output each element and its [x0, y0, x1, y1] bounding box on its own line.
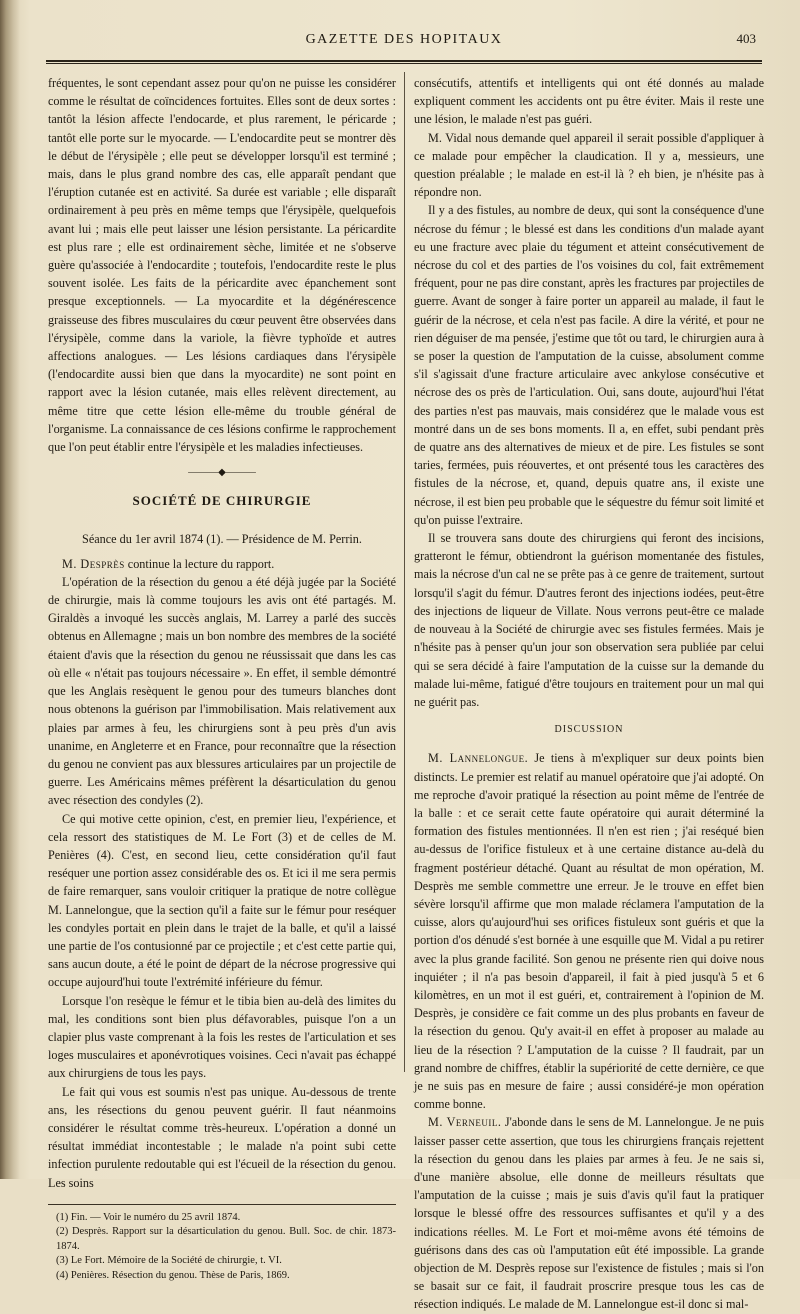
- paragraph: Il se trouvera sans doute des chirurgiens qui feront des incisions, gratteront le fémur, obtiendront la guérison momentanée des fistules, mais la nécrose d'un cal ne se prête pas à ce genre de traitement, surtout lorsqu'il s'agit du fémur. D'autres feront des injections iodées, peut-être des injections de liqueur de Villate. Nous verrons peut-être ce malade de nouveau à la Société de chirurgie avec ses fistules fermées. Mais je n'hésite pas à penser qu'un jour son observation sera publiée par celui qui se sera décidé à faire l'amputation de la cuisse sur la demande du malade lui-même, fatigué d'être toujours en traitement pour un mal qui ne guérit pas.: [414, 531, 764, 709]
- footnote: (4) Penières. Résection du genou. Thèse de Paris, 1869.: [56, 1269, 290, 1281]
- paragraph: Lorsque l'on resèque le fémur et le tibia bien au-delà des limites du mal, les conditions sont bien plus défavorables, puisque l'on a un clapier plus vaste comprenant à la fois les restes de l'articulation et ses loges musculaires et aponévrotiques voisines. Ceci n'avait pas échappé aux chirurgiens de tous les pays.: [48, 993, 396, 1081]
- section-title: SOCIÉTÉ DE CHIRURGIE: [132, 493, 312, 509]
- paragraph: M. Vidal nous demande quel appareil il serait possible d'appliquer à ce malade pour empêcher la claudication. Il y a, messieurs, une question préalable ; le malade en est-il là ? eh bien, je n'hésite pas à répondre non.: [414, 130, 764, 200]
- section-ornament: ———◆———: [188, 467, 256, 479]
- paragraph: consécutifs, attentifs et intelligents qui ont été donnés au malade expliquent comment les accidents ont pu être éviter. Mais il reste une une lésion, le malade n'est pas guéri.: [414, 76, 764, 127]
- footnote: (3) Le Fort. Mémoire de la Société de chirurgie, t. VI.: [56, 1255, 282, 1267]
- binding-spine: [0, 0, 20, 1179]
- speaker-intro: [48, 555, 396, 573]
- footnote: (2) Desprès. Rapport sur la désarticulation du genou. Bull. Soc. de chir. 1873-1874.: [56, 1226, 396, 1252]
- speaker-paragraph: [414, 749, 764, 1113]
- speaker-intro-text: continue la lecture du rapport.: [124, 556, 275, 571]
- speaker-text: J'abonde dans le sens de M. Lannelongue. Je ne puis laisser passer cette assertion, que tous les chirurgiens français rejettent la résection du genou dans les plaies par armes à feu. Je ne sais si, d'une manière absolue, elle donne de meilleurs résultats que l'amputation de la cuisse ; mais je suis d'avis qu'il faut la pratiquer lorsque le blessé offre des ressources suffisantes et qu'il y a des indications réelles. M. Le Fort et moi-même avons été témoins de guérisons dans des cas où l'amputation eût été impossible. La grande objection de M. Desprès repose sur l'existence de fistules ; mais si l'on se basait sur ce fait, il faudrait proscrire presque tous les cas de résection indiqués. Le malade de M. Lannelongue est-il donc si mal-: [414, 1115, 764, 1312]
- speaker-paragraph: [414, 1113, 764, 1313]
- paragraph: Ce qui motive cette opinion, c'est, en premier lieu, l'expérience, et cela ressort des statistiques de M. Le Fort (3) et de celles de M. Penières (4). C'est, en second lieu, cette considération qu'il faut reséquer une portion assez considérable des os. Et ici il me sera permis de faire remarquer, sans vouloir critiquer la pratique de notre collègue M. Lannelongue, que la section qu'il a faite sur le fémur pour reséquer les condyles portait en plein dans le trajet de la balle, et qu'il a laissé une partie de l'os contusionné par ce projectile ; et c'est cette partie qui, sans aucun doute, a été le point de départ de la nécrose progressive qui occupe aujourd'hui toute l'extrémité inférieure du fémur.: [48, 811, 396, 990]
- speaker-name: M. Lannelongue.: [428, 751, 529, 766]
- discussion-heading: DISCUSSION: [554, 724, 624, 736]
- footnote: (1) Fin. — Voir le numéro du 25 avril 1874.: [56, 1211, 241, 1223]
- page-header: [48, 30, 760, 58]
- speaker-name: M. Verneuil.: [428, 1115, 502, 1130]
- page-number: 403: [736, 31, 756, 46]
- right-column: [414, 74, 764, 1314]
- column-divider: [404, 72, 405, 1072]
- speaker-text: Je tiens à m'expliquer sur deux points bien distincts. Le premier est relatif au manuel opératoire que j'ai adopté. On me reproche d'avoir pratiqué la résection au point même de l'entrée de la balle : et ce serait cette faute opératoire qui aurait déterminé la formation des fistules mentionnées. Il n'en est rien ; j'ai reséqué bien au-dessus de l'orifice fistuleux et à une certaine distance au-delà du fragment postérieur détaché. Quant au résultat de mon opération, M. Desprès me semble commettre une erreur. Je le trouve en effet bien sévère lorsqu'il affirme que mon malade réclamera l'amputation de la cuisse, alors qu'aujourd'hui ses orifices fistuleux sont guéris et que la portion d'os dénudé s'est bornée à une esquille que M. Vidal a pu retirer avec la plus grande facilité. Son genou ne présente rien qui doive nous inquiéter ; il n'a pas besoin d'appareil, il fait à pied jusqu'à 5 et 6 kilomètres, en un mot il est guéri, et, contrairement à l'opinion de M. Desprès, je considère ce fait comme un des plus probants en faveur de la résection du genou. Qu'y avait-il en effet à proposer au malade au lieu de la résection ? L'amputation de la cuisse ? Il faudrait, par un grand nombre de chiffres, établir la supériorité de cette dernière, ce que je ne suis pas en mesure de faire ; aussi considéré-je mon opération comme bonne.: [414, 751, 764, 1112]
- journal-title: GAZETTE DES HOPITAUX: [305, 32, 503, 47]
- footnotes: [48, 1211, 396, 1284]
- paragraph: L'opération de la résection du genou a été déjà jugée par la Société de chirurgie, mais là comme toujours les avis ont été partagés. M. Giraldès a invoqué les succès anglais, M. Larrey a parlé des succès obtenus en Allemagne ; mais un bon nombre des membres de la société étaient d'avis que la résection du genou ne réussissait que dans les cas où elle « n'était pas toujours nécessaire ». En effet, il semble démontré que les Anglais resèquent le genou pour des tumeurs blanches dont nous obtenons la guérison par l'immobilisation. Mais relativement aux plaies par armes à feu, les chirurgiens sont à peu près d'un avis unanime, en Angleterre et en France, pour reconnaître que la résection du genou ne convient pas aux blessures articulaires par un projectile de guerre. Les Américains mêmes préfèrent la désarticulation du genou avec résection des condyles (2).: [48, 574, 396, 808]
- paragraph: fréquentes, le sont cependant assez pour qu'on ne puisse les considérer comme le résultat de coïncidences fortuites. Elles sont de deux sortes : tantôt la lésion affecte l'endocarde, et plus rarement, le péricarde ; tantôt elle porte sur le myocarde. — L'endocardite peut se montrer dès le début de l'érysipèle ; elle peut se développer lorsqu'il est terminé ; mais, dans le plus grand nombre des cas, elle apparaît pendant que l'éruption cutanée est en activité. Sa durée est variable ; elle disparaît ordinairement à peu près en même temps que l'érysipèle, quelquefois avant lui ; mais elle peut laisser une lésion persistante. La péricardite est plus rare ; elle est ordinairement sèche, limitée et ne s'observe guère qu'associée à l'endocardite ; toutefois, l'endocardite reste le plus souvent isolée. Les faits de la péricardite avec épanchement sont presque exceptionnels. — La myocardite et la dégénérescence graisseuse des fibres musculaires du cœur peuvent être observées dans l'érysipèle, comme dans la variole, la fièvre typhoïde et autres affections analogues. — Les lésions cardiaques dans l'érysipèle (l'endocardite aussi bien que dans la myocardite) ne sont point en rapport avec la lésion cutanée, mais elles relèvent directement, au même titre que cette lésion elle-même du trouble général de l'organisme. La connaissance de ces lésions confirme le rapprochement que l'on peut établir entre l'érysipèle et les maladies infectieuses.: [48, 76, 396, 455]
- speaker-name: M. Desprès: [62, 556, 125, 571]
- paragraph: Il y a des fistules, au nombre de deux, qui sont la conséquence d'une nécrose du fémur ; le blessé est dans les conditions d'un malade ayant eu une fracture avec plaie du tégument et atteint consécutivement de nécrose du col et des parties de l'os voisines du col, fait extrêmement fréquent, pour ne pas dire constant, après les fractures par projectiles de guerre. Avant de songer à faire porter un appareil au malade, il faut le guérir de la nécrose, et cela n'est pas facile. A dire la vérité, et pour ne rien déguiser de ma pensée, j'estime que tôt ou tard, le chirurgien aura à se poser la question de l'amputation de la cuisse, absolument comme s'il s'agissait d'une fracture articulaire avec ankylose consécutive et nécrose des os près de l'articulation. Oui, sans doute, aujourd'hui l'état des parties n'est pas mauvais, mais considérez que le malade vous est montré dans un de ses bons moments. Il a, en effet, subi pendant près de quatre ans des alternatives de mieux et de pire. Les fistules se sont taries, fermées, puis réouvertes, et ont présenté tous les caractères des fistules de la nécrose, et, quand, depuis quatre ans, il existe une nécrose, il est bien peu probable que le séquestre du fémur soit limité et qu'on puisse l'extraire.: [414, 203, 764, 527]
- paragraph: Le fait qui vous est soumis n'est pas unique. Au-dessous de trente ans, les résections du genou peuvent guérir. Il faut néanmoins considérer le résultat comme très-heureux. L'opération a donné un résultat immédiat incontestable ; le malade n'a point subi cette infection purulente redoutable qui est l'écueil de la résection du genou. Les soins: [48, 1084, 396, 1190]
- session-line: Séance du 1er avril 1874 (1). — Présidence de M. Perrin.: [82, 532, 362, 547]
- left-column: [48, 74, 396, 1283]
- footnote-rule: [48, 1204, 396, 1205]
- header-rule: [46, 60, 762, 64]
